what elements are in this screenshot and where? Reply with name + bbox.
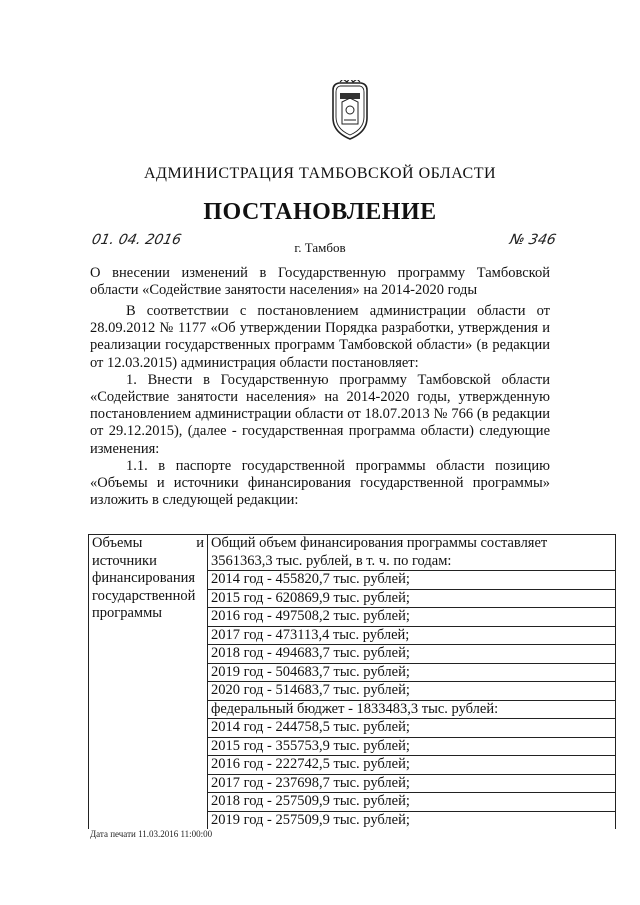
table-row: 2017 год - 473113,4 тыс. рублей; <box>208 627 615 646</box>
document-subject: О внесении изменений в Государственную программу Тамбовской области «Содействие занятости населения» на 2014-2020 годы <box>90 265 550 298</box>
table-row: 2019 год - 504683,7 тыс. рублей; <box>208 664 615 683</box>
table-row: 2017 год - 237698,7 тыс. рублей; <box>208 775 615 794</box>
table-row: 2018 год - 257509,9 тыс. рублей; <box>208 793 615 812</box>
table-row: федеральный бюджет - 1833483,3 тыс. рублей: <box>208 701 615 720</box>
table-row: 2014 год - 455820,7 тыс. рублей; <box>208 571 615 590</box>
label-line: государственной <box>92 587 196 604</box>
table-row: 2018 год - 494683,7 тыс. рублей; <box>208 645 615 664</box>
paragraph: В соответствии с постановлением администрации области от 28.09.2012 № 1177 «Об утверждении Порядка разработки, утверждения и реализации государственных программ Тамбовской области» (в редакции от 12.03.2015) администрация области постановляет: <box>90 303 550 371</box>
table-row: 2019 год - 257509,9 тыс. рублей; <box>211 811 410 828</box>
paragraph: 1. Внести в Государственную программу Тамбовской области «Содействие занятости населения» на 2014-2020 годы, утвержденную постановлением администрации области от 18.07.2013 № 766 (в редакции от 29.12.2015), (далее - государственная программа области) следующие изменения: <box>90 371 550 457</box>
table-row: 2016 год - 497508,2 тыс. рублей; <box>208 608 615 627</box>
label-line: финансирования <box>92 570 196 586</box>
tambov-coat-of-arms-icon <box>327 80 373 142</box>
organization-name: АДМИНИСТРАЦИЯ ТАМБОВСКОЙ ОБЛАСТИ <box>143 165 497 182</box>
table-row: 2015 год - 620869,9 тыс. рублей; <box>208 590 615 609</box>
table-value-cell <box>208 535 616 830</box>
table-row: Общий объем финансирования программы составляет 3561363,3 тыс. рублей, в т. ч. по годам: <box>208 535 615 571</box>
table-label-cell <box>89 535 208 830</box>
label-line: источники <box>92 552 157 569</box>
financing-table <box>88 534 616 829</box>
city: г. Тамбов <box>294 240 346 255</box>
label-line: программы <box>92 605 162 621</box>
handwritten-number: № 346 <box>508 232 558 248</box>
print-date: Дата печати 11.03.2016 11:00:00 <box>90 829 213 839</box>
table-row: 2016 год - 222742,5 тыс. рублей; <box>208 756 615 775</box>
table-row: 2015 год - 355753,9 тыс. рублей; <box>208 738 615 757</box>
paragraph: 1.1. в паспорте государственной программы области позицию «Объемы и источники финансирования государственной программы» изложить в следующей редакции: <box>90 457 550 509</box>
document-type: ПОСТАНОВЛЕНИЕ <box>203 199 437 225</box>
label-line: Объемы и <box>92 535 204 551</box>
handwritten-date: 01. 04. 2016 <box>90 232 183 248</box>
table-row: 2014 год - 244758,5 тыс. рублей; <box>208 719 615 738</box>
table-row: 2020 год - 514683,7 тыс. рублей; <box>208 682 615 701</box>
document-body <box>90 303 550 509</box>
